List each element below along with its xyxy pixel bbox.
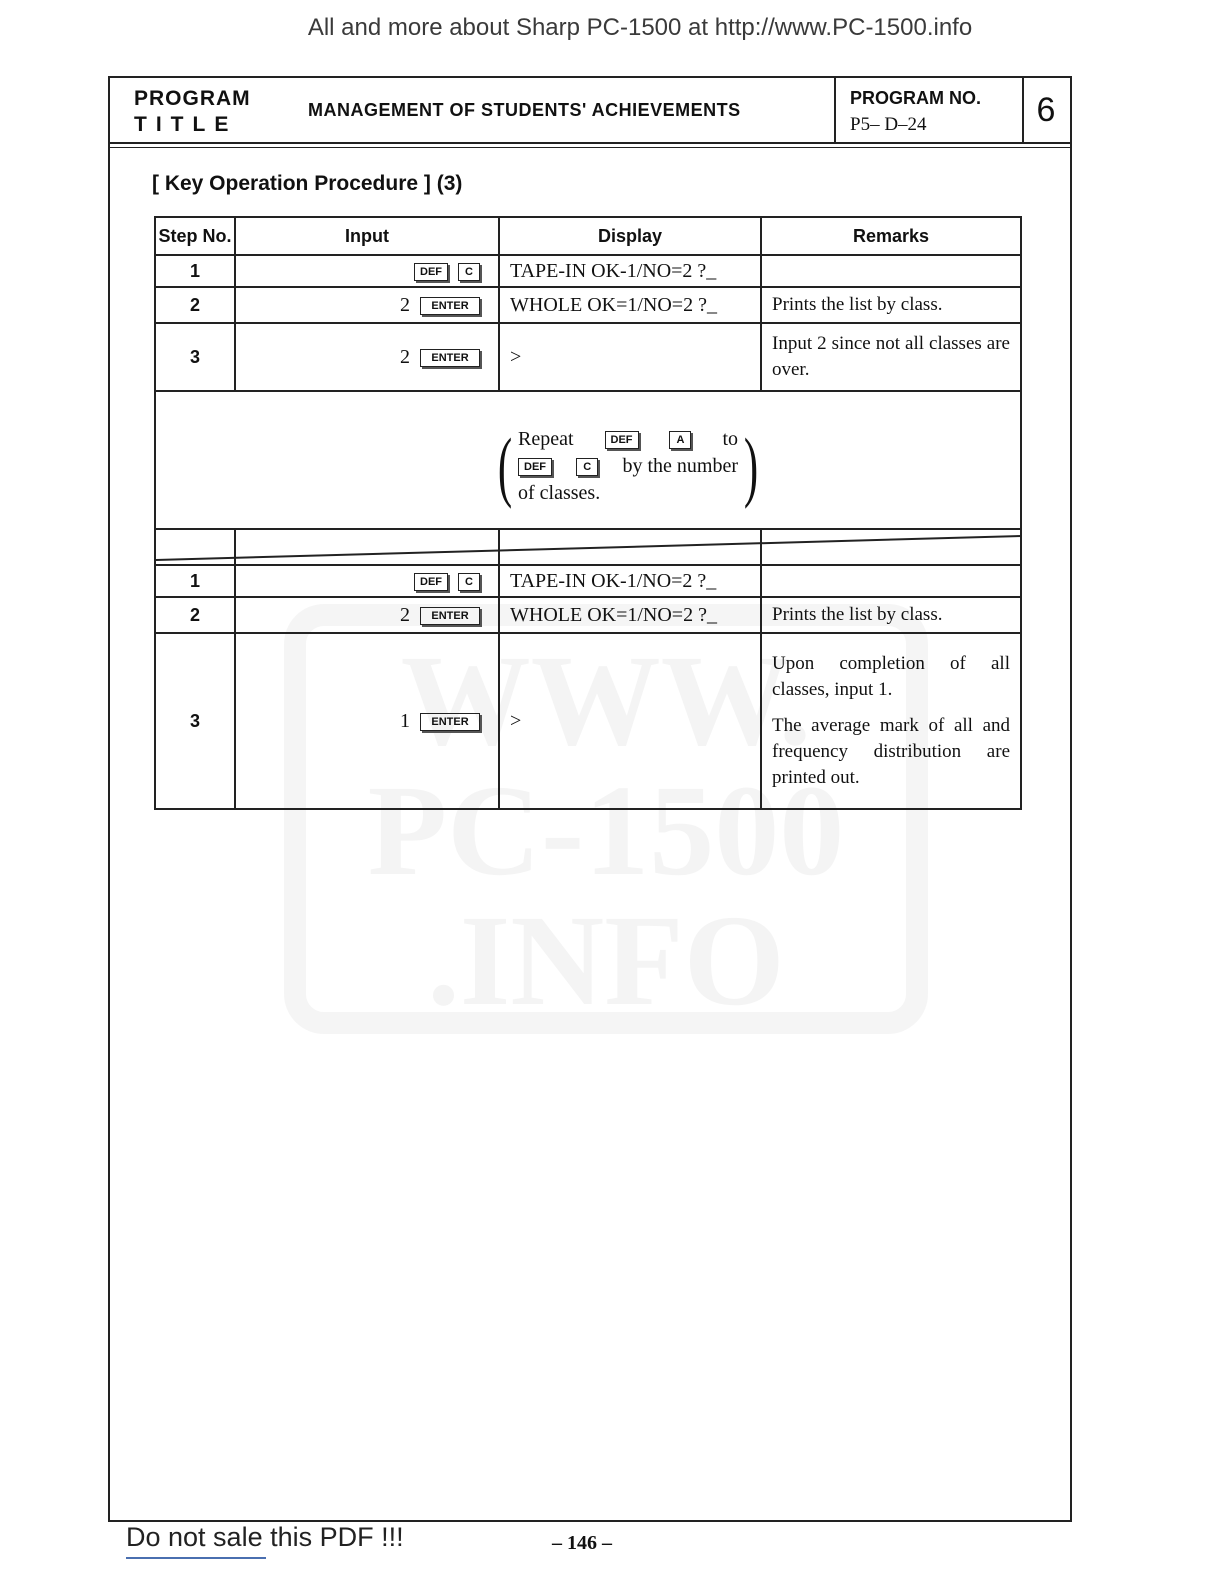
- program-number-value: P5– D–24: [850, 114, 927, 135]
- input-cell: [235, 565, 499, 597]
- step-number: 3: [155, 323, 235, 391]
- site-note: All and more about Sharp PC-1500 at http://www.PC-1500.info: [307, 14, 973, 41]
- remark-paragraph: The average mark of all and frequency distribution are printed out.: [772, 715, 1010, 788]
- key-operation-table: [154, 216, 1022, 810]
- remarks-cell: [761, 255, 1021, 287]
- table-row: [155, 633, 1021, 809]
- column-header-step: Step No.: [155, 217, 235, 255]
- program-number-box: [834, 78, 1024, 142]
- def-key: DEF: [518, 458, 552, 476]
- enter-key: ENTER: [420, 713, 480, 731]
- repeat-text-last: of classes.: [518, 482, 601, 504]
- remarks-cell: [761, 633, 1021, 809]
- remarks-cell: Prints the list by class.: [761, 597, 1021, 633]
- program-title-label: [134, 86, 251, 138]
- def-key: DEF: [414, 573, 448, 591]
- omission-divider-row: [155, 529, 1021, 565]
- display-cell: >: [499, 633, 761, 809]
- table-row: [155, 255, 1021, 287]
- display-cell: >: [499, 323, 761, 391]
- display-cell: TAPE-IN OK-1/NO=2 ?_: [499, 255, 761, 287]
- right-paren: ): [743, 422, 759, 509]
- column-header-input: Input: [235, 217, 499, 255]
- input-number: 2: [400, 293, 410, 316]
- remarks-cell: Prints the list by class.: [761, 287, 1021, 323]
- step-number: 1: [155, 255, 235, 287]
- page-frame: [108, 76, 1072, 1522]
- section-title: [ Key Operation Procedure ] (3): [152, 172, 463, 195]
- step-number: 2: [155, 597, 235, 633]
- table-header-row: [155, 217, 1021, 255]
- display-cell: WHOLE OK=1/NO=2 ?_: [499, 597, 761, 633]
- enter-key: ENTER: [420, 349, 480, 367]
- footer-note-text: Do not sale this PDF !!!: [126, 1522, 404, 1552]
- repeat-note-cell: [155, 391, 1021, 529]
- remarks-cell: [761, 565, 1021, 597]
- remarks-cell: Input 2 since not all classes are over.: [761, 323, 1021, 391]
- input-cell: [235, 255, 499, 287]
- input-number: 1: [400, 709, 410, 732]
- input-cell: [235, 633, 499, 809]
- step-number: 2: [155, 287, 235, 323]
- table-row: [155, 323, 1021, 391]
- display-cell: TAPE-IN OK-1/NO=2 ?_: [499, 565, 761, 597]
- step-number: 3: [155, 633, 235, 809]
- input-cell: [235, 597, 499, 633]
- title-label: TITLE: [134, 113, 238, 136]
- repeat-note: [497, 422, 759, 509]
- table-row: [155, 565, 1021, 597]
- footer-note: [126, 1522, 404, 1553]
- divider-cell: [761, 529, 1021, 565]
- c-key: C: [458, 573, 480, 591]
- enter-key: ENTER: [420, 297, 480, 315]
- def-key: DEF: [414, 263, 448, 281]
- title-block: [110, 78, 1070, 144]
- program-label: PROGRAM: [134, 87, 251, 110]
- table-row: [155, 287, 1021, 323]
- input-cell: [235, 287, 499, 323]
- input-cell: [235, 323, 499, 391]
- input-number: 2: [400, 345, 410, 368]
- remark-paragraph: Upon completion of all classes, input 1.: [772, 653, 1010, 700]
- step-number: 1: [155, 565, 235, 597]
- divider-cell: [235, 529, 499, 565]
- repeat-row: [155, 391, 1021, 529]
- program-title: MANAGEMENT OF STUDENTS' ACHIEVEMENTS: [308, 100, 741, 120]
- repeat-word: Repeat: [518, 428, 574, 450]
- page-tab: 6: [1036, 91, 1056, 129]
- a-key: A: [669, 431, 691, 449]
- divider-cell: [499, 529, 761, 565]
- enter-key: ENTER: [420, 607, 480, 625]
- left-paren: (: [497, 422, 513, 509]
- program-number-label: PROGRAM NO.: [850, 88, 982, 108]
- divider-cell: [155, 529, 235, 565]
- column-header-display: Display: [499, 217, 761, 255]
- c-key: C: [458, 263, 480, 281]
- to-word: to: [722, 428, 738, 450]
- c-key: C: [576, 458, 598, 476]
- display-cell: WHOLE OK=1/NO=2 ?_: [499, 287, 761, 323]
- column-header-remarks: Remarks: [761, 217, 1021, 255]
- repeat-text: by the number: [622, 455, 738, 477]
- page-number: – 146 –: [552, 1532, 612, 1554]
- table-row: [155, 597, 1021, 633]
- def-key: DEF: [605, 431, 639, 449]
- input-number: 2: [400, 603, 410, 626]
- footer-underline: [126, 1557, 266, 1559]
